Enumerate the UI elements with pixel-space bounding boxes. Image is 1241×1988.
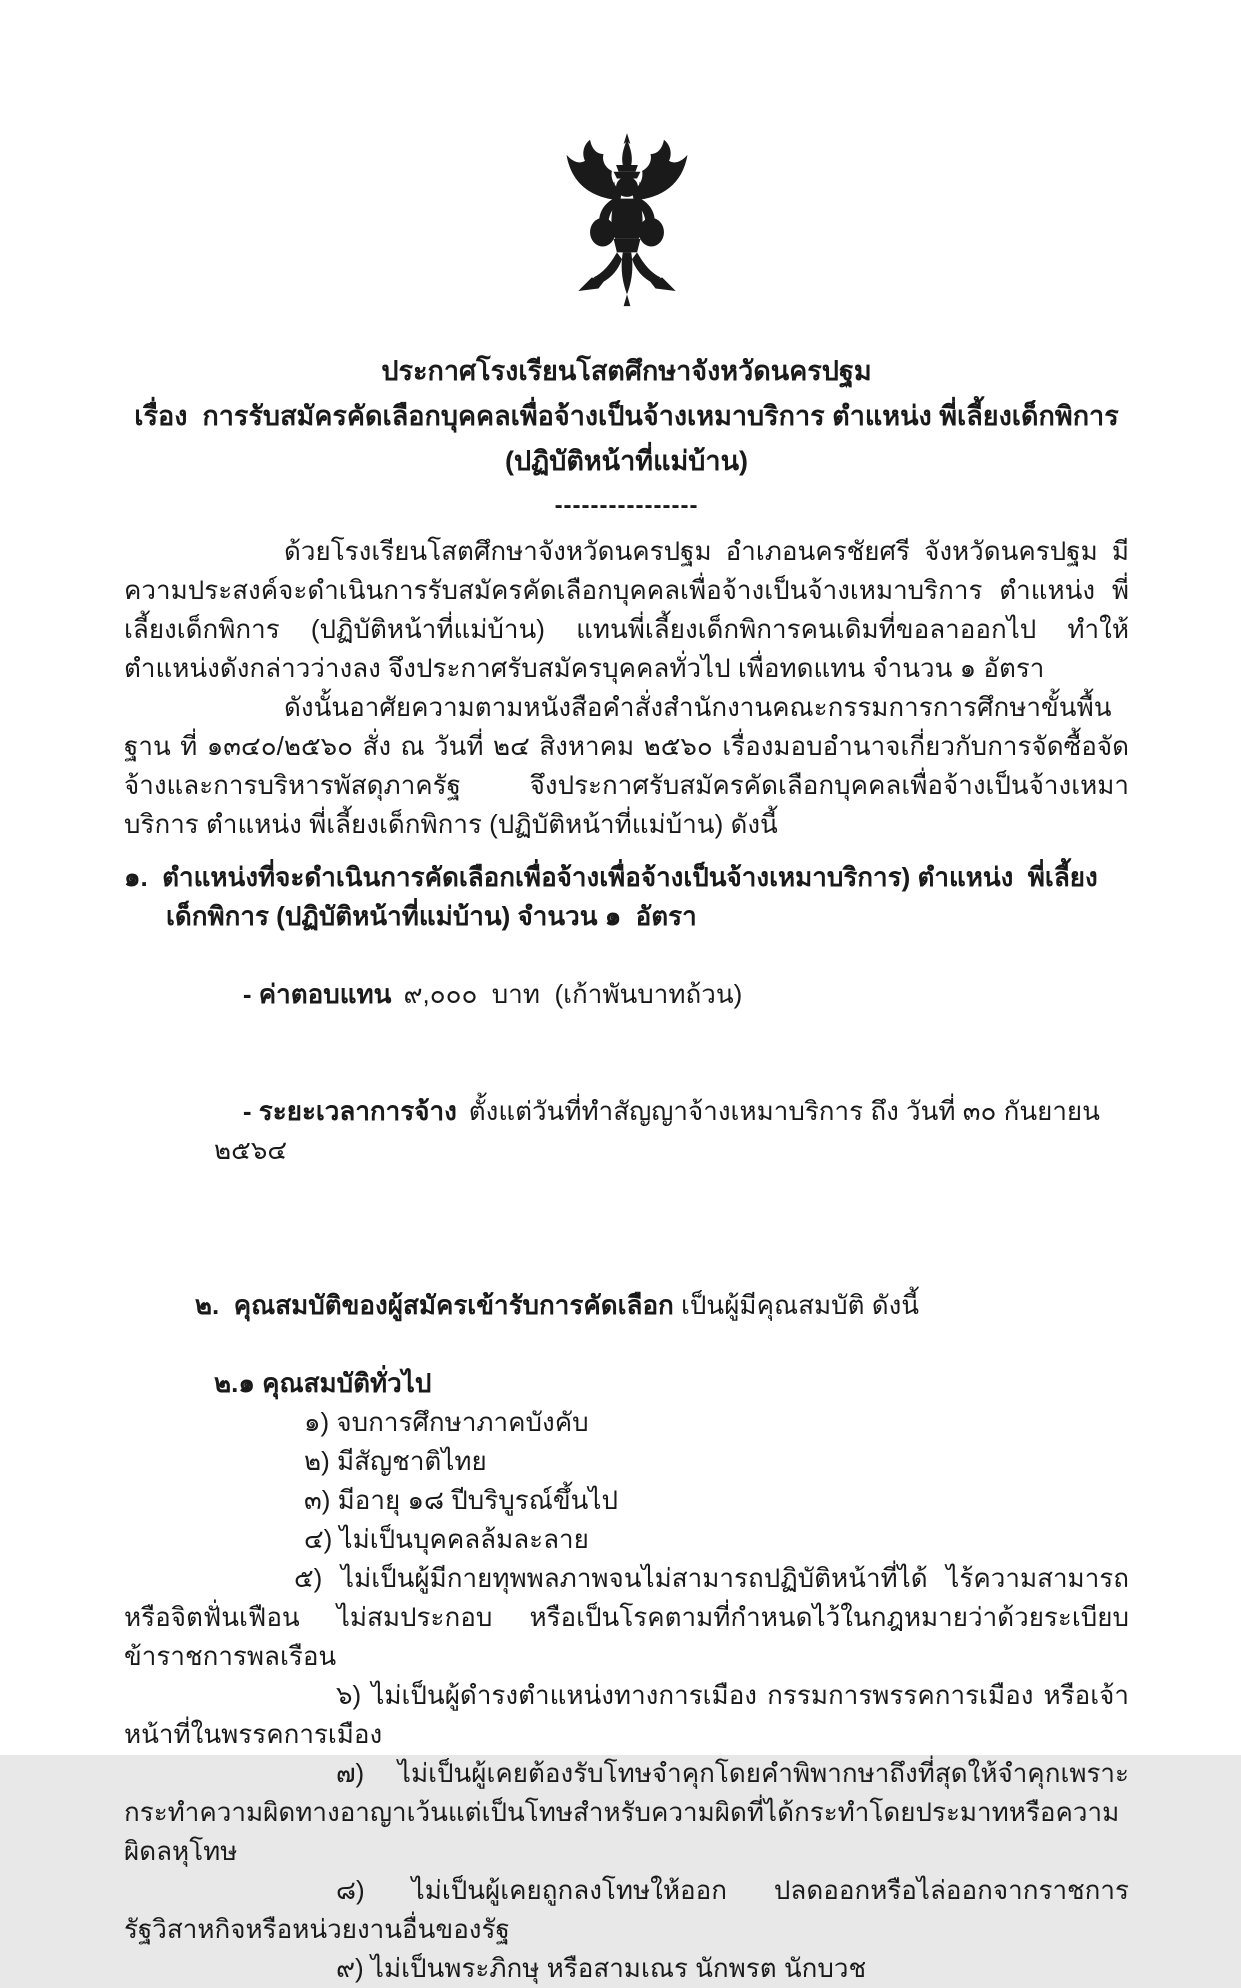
paragraph-intro: ด้วยโรงเรียนโสตศึกษาจังหวัดนครปฐม อำเภอนครชัยศรี จังหวัดนครปฐม มีความประสงค์จะดำเนินการรับสมัครคัดเลือกบุคคลเพื่อจ้างเป็นจ้างเหมาบริการ ตำแหน่ง พี่เลี้ยงเด็กพิการ (ปฏิบัติหน้าที่แม่บ้าน) แทนพี่เลี้ยงเด็กพิการคนเดิมที่ขอลาออกไป ทำให้ตำแหน่งดังกล่าวว่างลง จึงประกาศรับสมัครบุคคลทั่วไป เพื่อทดแทน จำนวน ๑ อัตรา	[124, 536, 1129, 683]
divider-dashes: ----------------	[554, 492, 699, 519]
qualification-item-6: ๖) ไม่เป็นผู้ดำรงตำแหน่งทางการเมือง กรรมการพรรคการเมือง หรือเจ้าหน้าที่ในพรรคการเมือง	[124, 1680, 1129, 1749]
section-2-heading	[124, 1247, 1129, 1364]
qualification-item-7: ๗) ไม่เป็นผู้เคยต้องรับโทษจำคุกโดยคำพิพากษาถึงที่สุดให้จำคุกเพราะกระทำความผิดทางอาญาเว้นแต่เป็นโทษสำหรับความผิดที่ได้กระทำโดยประมาทหรือความผิดลหุโทษ	[124, 1758, 1129, 1866]
employment-period-label: - ระยะเวลาการจ้าง	[242, 1096, 457, 1126]
section-1-heading: ๑. ตำแหน่งที่จะดำเนินการคัดเลือกเพื่อจ้างเพื่อจ้างเป็นจ้างเหมาบริการ) ตำแหน่ง พี่เลี้ยงเด็กพิการ (ปฏิบัติหน้าที่แม่บ้าน) จำนวน ๑ อัตรา	[124, 862, 1098, 931]
announcement-subject-secondary: (ปฏิบัติหน้าที่แม่บ้าน)	[504, 446, 749, 476]
announcement-subject: เรื่อง การรับสมัครคัดเลือกบุคคลเพื่อจ้างเป็นจ้างเหมาบริการ ตำแหน่ง พี่เลี้ยงเด็กพิการ	[134, 401, 1119, 431]
announcement-title: ประกาศโรงเรียนโสตศึกษาจังหวัดนครปฐม	[381, 356, 872, 386]
employment-period-item	[214, 1053, 1129, 1209]
garuda-emblem	[124, 130, 1129, 335]
section-2-heading-rest: เป็นผู้มีคุณสมบัติ ดังนี้	[673, 1290, 920, 1320]
qualification-item-2: ๒) มีสัญชาติไทย	[304, 1446, 487, 1476]
paragraph-authority: ดังนั้นอาศัยความตามหนังสือคำสั่งสำนักงานคณะกรรมการการศึกษาขั้นพื้นฐาน ที่ ๑๓๔๐/๒๕๖๐ สั่ง ณ วันที่ ๒๔ สิงหาคม ๒๕๖๐ เรื่องมอบอำนาจเกี่ยวกับการจัดซื้อจัดจ้างและการบริหารพัสดุภาครัฐ จึงประกาศรับสมัครคัดเลือกบุคคลเพื่อจ้างเป็นจ้างเหมาบริการ ตำแหน่ง พี่เลี้ยงเด็กพิการ (ปฏิบัติหน้าที่แม่บ้าน) ดังนี้	[124, 692, 1129, 839]
employment-period-value: ตั้งแต่วันที่ทำสัญญาจ้างเหมาบริการ ถึง วันที่ ๓๐ กันยายน ๒๕๖๔	[214, 1096, 1108, 1165]
qualification-item-3: ๓) มีอายุ ๑๘ ปีบริบูรณ์ขึ้นไป	[304, 1485, 618, 1515]
qualification-item-5: ๕) ไม่เป็นผู้มีกายทุพพลภาพจนไม่สามารถปฏิบัติหน้าที่ได้ ไร้ความสามารถ หรือจิตฟั่นเฟือน ไม่สมประกอบ หรือเป็นโรคตามที่กำหนดไว้ในกฎหมายว่าด้วยระเบียบข้าราชการพลเรือน	[124, 1563, 1129, 1671]
compensation-value: ๙,๐๐๐ บาท (เก้าพันบาทถ้วน)	[403, 979, 743, 1009]
qualification-item-1: ๑) จบการศึกษาภาคบังคับ	[304, 1407, 589, 1437]
qualification-item-9: ๙) ไม่เป็นพระภิกษุ หรือสามเณร นักพรต นักบวช	[336, 1953, 867, 1983]
qualification-item-4: ๔) ไม่เป็นบุคคลล้มละลาย	[304, 1524, 589, 1554]
garuda-emblem-icon	[543, 130, 711, 326]
section-2-1-subheading: ๒.๑ คุณสมบัติทั่วไป	[214, 1368, 432, 1398]
compensation-item	[214, 936, 1129, 1053]
compensation-label: - ค่าตอบแทน	[242, 979, 392, 1009]
qualification-item-8: ๘) ไม่เป็นผู้เคยถูกลงโทษให้ออก ปลดออกหรือไล่ออกจากราชการ รัฐวิสาหกิจหรือหน่วยงานอื่นของรัฐ	[124, 1875, 1129, 1944]
section-2-heading-bold: ๒. คุณสมบัติของผู้สมัครเข้ารับการคัดเลือก	[194, 1290, 674, 1320]
